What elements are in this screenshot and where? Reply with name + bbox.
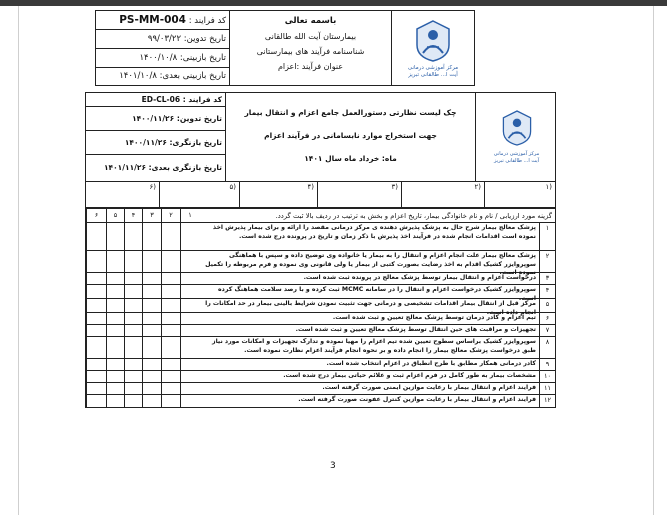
process-title: عنوان فرآیند :اعزام: [277, 62, 344, 71]
criterion-text: مرکز قبل از انتقال بیمار اقدامات تشخیصی و درمانی جهت تثبیت نمودن شرایط بالینی بیمار در حد امکانات را انجام داده است.: [205, 300, 536, 316]
score-cell[interactable]: [180, 383, 199, 394]
date-review: تاریخ بازبینی: ۱۴۰۰/۱۰/۸: [96, 49, 229, 68]
score-cell[interactable]: [86, 299, 106, 312]
checklist-code-value: ED-CL-06: [141, 95, 181, 104]
checklist-row: [86, 285, 555, 302]
checklist-logo-block: [476, 93, 557, 181]
score-cell[interactable]: [180, 371, 199, 382]
score-cell[interactable]: [106, 299, 124, 312]
hospital-logo-icon: [413, 19, 453, 63]
hospital-name: بیمارستان آیت الله طالقانی: [264, 32, 357, 41]
criterion-number: ۱۱: [539, 383, 555, 394]
score-cell[interactable]: [161, 337, 180, 358]
score-cell[interactable]: [86, 251, 106, 272]
criterion-text: فرایند اعزام و انتقال بیمار با رعایت موازین کنترل عفونت صورت گرفته است.: [298, 396, 536, 403]
score-column-header: ۲: [161, 209, 180, 222]
score-cell[interactable]: [106, 337, 124, 358]
slot-1: ۱): [545, 183, 552, 191]
score-cell[interactable]: [86, 337, 106, 358]
score-cell[interactable]: [142, 337, 161, 358]
criterion-text: کادر درمانی همکار مطابق با طرح انطباق در اعزام انتخاب شده است.: [326, 360, 536, 367]
score-cell[interactable]: [124, 359, 142, 370]
hospital-logo-icon: [500, 109, 534, 147]
score-cell[interactable]: [142, 325, 161, 336]
score-cell[interactable]: [86, 273, 106, 284]
score-cell[interactable]: [161, 299, 180, 312]
date-next-review: تاریخ بازبینی بعدی: ۱۴۰۱/۱۰/۸: [119, 71, 226, 81]
criterion-number: ۸: [539, 337, 555, 358]
score-cell[interactable]: [86, 285, 106, 298]
checklist-subtitle: جهت استخراج موارد نابسامانی در فرآیند اعزام: [264, 131, 437, 140]
checklist-meta-column: [86, 93, 226, 181]
score-cell[interactable]: [161, 371, 180, 382]
criterion-text: پزشک معالج بیمار علت انجام اعزام و انتقال را به بیمار یا خانواده وی توضیح داده و سپس با هماهنگی سوپروایزر کشیک اقدام به اخذ رضایت بصورت کتبی از بیمار یا ولی قانونی وی نموده و فرم مربوطه را تکمیل نموده است.: [205, 252, 536, 276]
criterion-text: فرایند اعزام و انتقال بیمار با رعایت موازین ایمنی صورت گرفته است.: [322, 384, 536, 391]
checklist-row: [86, 273, 555, 285]
score-cell[interactable]: [161, 383, 180, 394]
page-number: 3: [330, 461, 336, 471]
process-code-value: PS-MM-004: [119, 14, 186, 26]
checklist-row: [86, 299, 555, 316]
score-column-header: ۳: [142, 209, 161, 222]
checklist-row: [86, 383, 555, 395]
score-cell[interactable]: [142, 371, 161, 382]
criterion-text: تیم اعزام و کادر درمان توسط پزشک معالج تعیین و ثبت شده است.: [332, 314, 536, 321]
checklist-row: [86, 251, 555, 276]
score-cell[interactable]: [124, 383, 142, 394]
criterion-text: مشخصات بیمار به طور کامل در فرم اعزام ثبت و علائم حیاتی بیمار درج شده است.: [283, 372, 536, 379]
score-cell[interactable]: [106, 371, 124, 382]
process-id-header: [95, 10, 475, 86]
score-cell[interactable]: [124, 325, 142, 336]
criterion-number: ۳: [539, 273, 555, 284]
checklist-table: [85, 208, 556, 408]
checklist-code-row: [86, 93, 225, 107]
logo-caption-line2: آیت ا... طالقانی تبریز: [493, 158, 540, 164]
hospital-logo-block: [392, 11, 474, 85]
process-code-label: کد فرایند :: [188, 16, 226, 26]
logo-caption-line1: مرکز آموزشی درمانی: [407, 65, 459, 71]
score-cell[interactable]: [124, 285, 142, 298]
score-cell[interactable]: [86, 395, 106, 407]
score-cell[interactable]: [161, 359, 180, 370]
score-cell[interactable]: [180, 251, 199, 272]
score-cell[interactable]: [106, 359, 124, 370]
score-cell[interactable]: [142, 273, 161, 284]
process-code-row: [96, 11, 229, 30]
score-cell[interactable]: [161, 395, 180, 407]
checklist-row: [86, 325, 555, 337]
criterion-text: پزشک معالج بیمار شرح حال به پزشک پذیرش دهنده ی مرکز درمانی مقصد را ارائه و برای بیمار پذیرش اخذ نموده است اقدامات انجام شده در فرآیند اخذ پذیرش با ذکر زمان و تاریخ در پرونده درج شده است.: [212, 224, 536, 240]
score-cell[interactable]: [106, 313, 124, 324]
checklist-title-column: [226, 93, 476, 181]
checklist-row: [86, 223, 555, 251]
score-cell[interactable]: [180, 313, 199, 324]
logo-caption-line1: مرکز آموزشی درمانی: [493, 151, 540, 157]
score-column-header: ۴: [124, 209, 142, 222]
slot-2: ۲): [402, 182, 485, 207]
score-cell[interactable]: [86, 325, 106, 336]
score-cell[interactable]: [142, 359, 161, 370]
score-cell[interactable]: [161, 273, 180, 284]
slot-4: ۴): [240, 182, 318, 207]
score-cell[interactable]: [106, 325, 124, 336]
score-cell[interactable]: [180, 395, 199, 407]
score-column-header: ۶: [86, 209, 106, 222]
checklist-row: [86, 395, 555, 407]
score-cell[interactable]: [106, 223, 124, 250]
score-cell[interactable]: [124, 395, 142, 407]
instruction-row: [86, 209, 555, 223]
score-cell[interactable]: [86, 223, 106, 250]
score-cell[interactable]: [180, 325, 199, 336]
score-cell[interactable]: [86, 383, 106, 394]
score-cell[interactable]: [106, 395, 124, 407]
logo-caption-line2: آیت ا... طالقانی تبریز: [408, 72, 458, 78]
checklist-period: ماه: خرداد ماه سال ۱۴۰۱: [304, 154, 397, 163]
checklist-title: چک لیست نظارتی دستورالعمل جامع اعزام و انتقال بیمار: [244, 108, 457, 117]
score-cell[interactable]: [106, 251, 124, 272]
basmala: باسمه تعالی: [284, 16, 337, 26]
score-cell[interactable]: [86, 313, 106, 324]
criterion-number: ۹: [539, 359, 555, 370]
score-cell[interactable]: [180, 273, 199, 284]
score-cell[interactable]: [142, 313, 161, 324]
score-cell[interactable]: [180, 359, 199, 370]
score-cell[interactable]: [106, 273, 124, 284]
criterion-text: تجهیزات و مراقبت های حین انتقال توسط پزشک معالج تعیین و ثبت شده است.: [295, 326, 536, 333]
criterion-number: ۶: [539, 313, 555, 324]
score-cell[interactable]: [142, 285, 161, 298]
date-compiled: تاریخ تدوین: ۹۹/۰۳/۲۲: [96, 30, 229, 49]
slot-5: ۵): [160, 182, 240, 207]
score-cell[interactable]: [161, 251, 180, 272]
score-cell[interactable]: [86, 359, 106, 370]
criterion-number: ۲: [539, 251, 555, 272]
criterion-number: ۱۰: [539, 371, 555, 382]
score-cell[interactable]: [124, 273, 142, 284]
criterion-text: سوپروایزر کشیک درخواست اعزام و انتقال را در سامانه MCMC ثبت کرده و با رصد سلامت هماهنگ کرده است.: [218, 286, 536, 302]
checklist-date-review: تاریخ بازنگری: ۱۴۰۰/۱۱/۲۶: [86, 131, 225, 155]
score-cell[interactable]: [180, 285, 199, 298]
criterion-number: ۱: [539, 223, 555, 250]
score-cell[interactable]: [142, 251, 161, 272]
score-column-header: ۵: [106, 209, 124, 222]
score-cell[interactable]: [124, 313, 142, 324]
process-meta-column: [96, 11, 230, 85]
score-cell[interactable]: [124, 299, 142, 312]
checklist-date-compiled: تاریخ تدوین: ۱۴۰۰/۱۱/۲۶: [86, 107, 225, 131]
checklist-date-next-review: تاریخ بازنگری بعدی: ۱۴۰۱/۱۱/۲۶: [103, 163, 222, 172]
score-cell[interactable]: [142, 395, 161, 407]
score-cell[interactable]: [161, 223, 180, 250]
checklist-row: [86, 313, 555, 325]
criterion-number: ۱۲: [539, 395, 555, 407]
score-cell[interactable]: [124, 251, 142, 272]
checklist-header: [85, 92, 556, 182]
criterion-number: ۵: [539, 299, 555, 312]
criterion-number: ۷: [539, 325, 555, 336]
document-title: شناسنامه فرآیند های بیمارستانی: [256, 47, 365, 56]
checklist-row: [86, 337, 555, 359]
checklist-code-label: کد فرایند :: [182, 95, 222, 104]
checklist-row: [86, 371, 555, 383]
score-cell[interactable]: [142, 299, 161, 312]
criterion-text: درخواست اعزام و انتقال بیمار توسط پزشک معالج در پرونده ثبت شده است.: [303, 274, 536, 281]
patient-slot-row: [85, 182, 556, 208]
score-cell[interactable]: [106, 285, 124, 298]
score-cell[interactable]: [180, 223, 199, 250]
score-cell[interactable]: [180, 299, 199, 312]
criterion-number: ۴: [539, 285, 555, 298]
score-cell[interactable]: [161, 285, 180, 298]
score-cell[interactable]: [142, 223, 161, 250]
criterion-text: سوپروایزر کشیک براساس سطوح تعیین شده تیم اعزام را مهیا نموده و تدارک تجهیزات و امکانات مورد نیاز طبق درخواست پزشک معالج بیمار را انجام داده و بر نحوه انجام فرآیند اعزام نظارت نموده است.: [212, 338, 536, 354]
score-cell[interactable]: [161, 313, 180, 324]
instruction-text: گزینه مورد ارزیابی / نام و نام خانوادگی بیمار، تاریخ اعزام و بخش به ترتیب در ردیف بالا ثبت گردد.: [275, 212, 552, 220]
score-column-header: ۱: [180, 209, 199, 222]
score-cell[interactable]: [161, 325, 180, 336]
process-title-column: [230, 11, 392, 85]
slot-6: ۶): [86, 182, 160, 207]
score-cell[interactable]: [124, 371, 142, 382]
score-cell[interactable]: [124, 337, 142, 358]
checklist-row: [86, 359, 555, 371]
score-cell[interactable]: [142, 383, 161, 394]
score-cell[interactable]: [124, 223, 142, 250]
score-cell[interactable]: [86, 371, 106, 382]
score-cell[interactable]: [180, 337, 199, 358]
score-cell[interactable]: [106, 383, 124, 394]
slot-3: ۳): [318, 182, 402, 207]
